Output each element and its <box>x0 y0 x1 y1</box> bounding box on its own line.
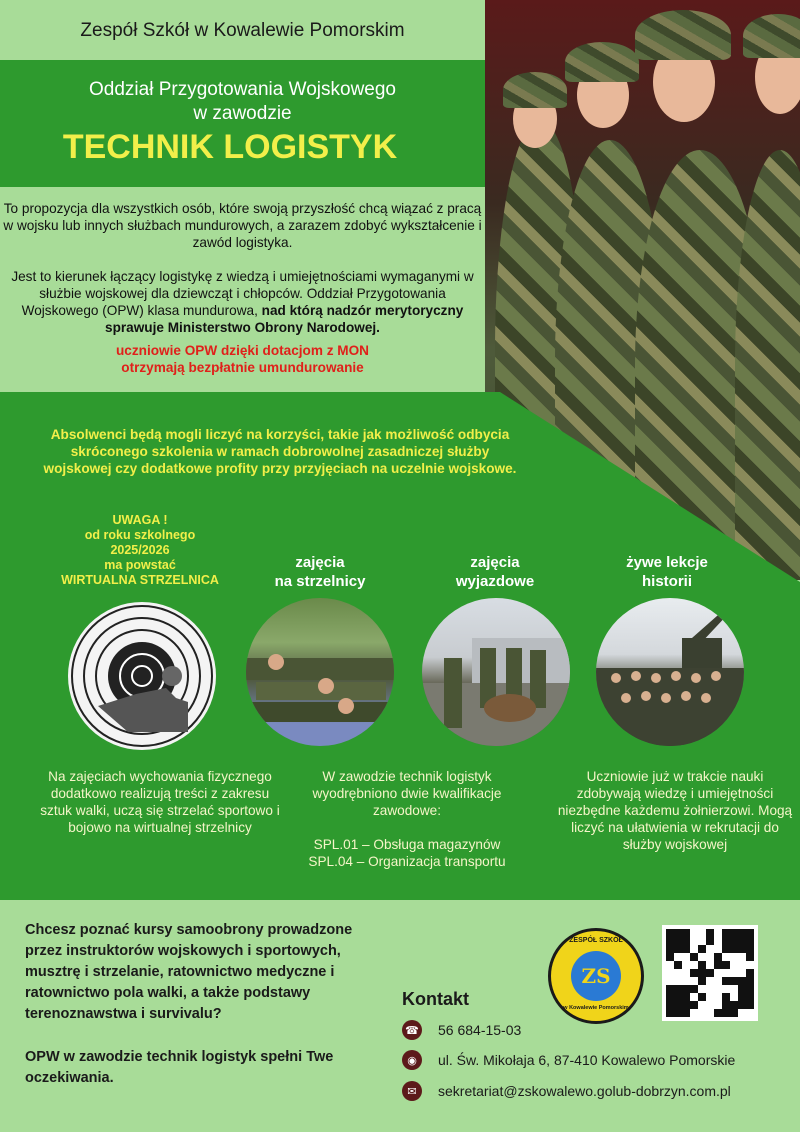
qr-module <box>746 1009 754 1017</box>
qr-module <box>674 953 682 961</box>
qr-module <box>674 937 682 945</box>
qr-module <box>682 937 690 945</box>
qr-module <box>738 945 746 953</box>
qr-module <box>730 977 738 985</box>
qualification-spl01: SPL.01 – Obsługa magazynów <box>313 837 501 852</box>
qr-module <box>674 929 682 937</box>
qr-module <box>738 953 746 961</box>
contact-address: ul. Św. Mikołaja 6, 87-410 Kowalewo Pomorskie <box>438 1052 736 1068</box>
qr-module <box>690 953 698 961</box>
qr-module <box>706 929 714 937</box>
qr-module <box>690 969 698 977</box>
qr-module <box>682 929 690 937</box>
qr-module <box>738 993 746 1001</box>
main-title: TECHNIK LOGISTYK <box>62 128 398 166</box>
qr-module <box>666 1009 674 1017</box>
qr-module <box>690 977 698 985</box>
school-logo <box>548 928 644 1024</box>
qr-module <box>730 937 738 945</box>
qr-module <box>674 1001 682 1009</box>
qr-module <box>722 961 730 969</box>
qr-module <box>674 1009 682 1017</box>
qr-module <box>674 945 682 953</box>
qr-module <box>722 977 730 985</box>
qr-module <box>698 945 706 953</box>
qr-module <box>722 945 730 953</box>
qr-module <box>666 961 674 969</box>
qr-module <box>690 961 698 969</box>
invite-text: Chcesz poznać kursy samoobrony prowadzone przez instruktorów wojskowych i sportowych, musztrę i strzelanie, ratownictwo medyczne i ratownictwo pola walki, a także podstawy terenoznawstwa i survivalu? <box>25 922 353 1022</box>
qr-module <box>666 969 674 977</box>
qr-module <box>706 1009 714 1017</box>
qr-module <box>706 1001 714 1009</box>
qr-module <box>674 993 682 1001</box>
column-title-history <box>592 553 742 591</box>
qr-module <box>706 945 714 953</box>
qualifications-intro: W zawodzie technik logistyk wyodrębniono dwie kwalifikacje zawodowe: <box>312 769 502 818</box>
intro-text <box>0 200 485 376</box>
qr-module <box>674 969 682 977</box>
qr-module <box>722 969 730 977</box>
qr-module <box>706 977 714 985</box>
notice-line-3: 2025/2026 <box>110 543 170 557</box>
qr-module <box>730 985 738 993</box>
skills-description: Uczniowie już w trakcie nauki zdobywają wiedzę i umiejętności niezbędne każdemu żołnierzowi. Mogą liczyć na ułatwienia w rekrutacji do służby wojskowej <box>557 769 793 852</box>
qr-module <box>690 1001 698 1009</box>
qr-module <box>714 961 722 969</box>
intro-paragraph-2 <box>0 268 485 336</box>
qr-module <box>706 937 714 945</box>
qr-module <box>746 993 754 1001</box>
qr-module <box>698 961 706 969</box>
qr-module <box>714 929 722 937</box>
qr-module <box>738 961 746 969</box>
qr-module <box>690 985 698 993</box>
contact-phone-row[interactable] <box>402 1020 521 1040</box>
qr-module <box>746 953 754 961</box>
qr-module <box>698 969 706 977</box>
benefits-text: Absolwenci będą mogli liczyć na korzyści, takie jak możliwość odbycia skróconego szkolenia w ramach dobrowolnej zasadniczej służby wojskowej czy dodatkowe profity przy przyjęciach na uczelnie wojskowe. <box>43 427 517 476</box>
phone-icon: ☎ <box>402 1020 422 1040</box>
qr-module <box>746 937 754 945</box>
qr-module <box>730 1009 738 1017</box>
qr-module <box>714 1009 722 1017</box>
qr-module <box>698 1001 706 1009</box>
qr-module <box>722 929 730 937</box>
qr-module <box>714 945 722 953</box>
logo-top-text: ZESPÓŁ SZKÓŁ <box>569 937 623 944</box>
contact-email-row[interactable] <box>402 1081 731 1101</box>
qr-module <box>674 977 682 985</box>
qr-module <box>746 1001 754 1009</box>
invite-closing: OPW w zawodzie technik logistyk spełni Twe oczekiwania. <box>25 1049 334 1086</box>
qr-module <box>738 977 746 985</box>
qr-module <box>682 993 690 1001</box>
qr-module <box>682 961 690 969</box>
qr-module <box>738 1009 746 1017</box>
notice-line-1: UWAGA ! <box>112 513 168 527</box>
qr-module <box>682 969 690 977</box>
qr-module <box>714 969 722 977</box>
qr-module <box>698 977 706 985</box>
virtual-range-image <box>68 602 216 750</box>
qualification-spl04: SPL.04 – Organizacja transportu <box>308 854 506 869</box>
qr-module <box>722 993 730 1001</box>
qr-module <box>682 985 690 993</box>
column-title-shooting <box>245 553 395 591</box>
qr-module <box>674 961 682 969</box>
qr-code[interactable] <box>662 925 758 1021</box>
qr-module <box>682 1001 690 1009</box>
qr-module <box>682 977 690 985</box>
intro-paragraph-2-bold: nad którą nadzór merytoryczny sprawuje Ministerstwo Obrony Narodowej. <box>105 303 464 335</box>
qr-module <box>682 1009 690 1017</box>
qr-module <box>698 1009 706 1017</box>
qr-module <box>730 945 738 953</box>
qr-module <box>690 945 698 953</box>
column-title-shooting-line2: na strzelnicy <box>274 573 366 590</box>
qr-module <box>730 961 738 969</box>
notice-line-2: od roku szkolnego <box>84 528 196 542</box>
field-trip-image <box>422 598 570 746</box>
qr-module <box>698 929 706 937</box>
qr-module <box>698 985 706 993</box>
column-title-trips-line2: wyjazdowe <box>455 573 535 590</box>
qr-module <box>730 953 738 961</box>
qr-module <box>666 977 674 985</box>
qr-code-pattern <box>666 929 754 1017</box>
qr-module <box>674 985 682 993</box>
qr-module <box>746 961 754 969</box>
email-icon: ✉ <box>402 1081 422 1101</box>
qr-module <box>698 937 706 945</box>
qr-module <box>714 977 722 985</box>
qr-module <box>706 953 714 961</box>
qr-module <box>746 977 754 985</box>
qr-module <box>722 1001 730 1009</box>
notice-virtual-range <box>40 513 240 588</box>
qr-module <box>690 1009 698 1017</box>
qr-module <box>730 929 738 937</box>
qr-module <box>714 985 722 993</box>
qr-module <box>722 985 730 993</box>
qr-module <box>714 993 722 1001</box>
qr-module <box>722 1009 730 1017</box>
qr-module <box>666 1001 674 1009</box>
notice-line-5: WIRTUALNA STRZELNICA <box>61 573 219 587</box>
uniform-line-2: otrzymają bezpłatnie umundurowanie <box>121 360 364 375</box>
qr-module <box>666 937 674 945</box>
qr-module <box>714 953 722 961</box>
qr-module <box>690 937 698 945</box>
qr-module <box>706 969 714 977</box>
qr-module <box>738 1001 746 1009</box>
qr-module <box>722 937 730 945</box>
qr-module <box>738 969 746 977</box>
shooting-range-image <box>246 598 394 746</box>
qr-module <box>730 969 738 977</box>
history-lesson-image <box>596 598 744 746</box>
column-title-history-line2: historii <box>641 573 692 590</box>
qr-module <box>730 993 738 1001</box>
qr-module <box>746 969 754 977</box>
qr-module <box>746 985 754 993</box>
school-name: Zespół Szkół w Kowalewie Pomorskim <box>80 20 405 41</box>
intro-paragraph-2-text: Jest to kierunek łączący logistykę z wiedzą i umiejętnościami wymaganymi w służbie wojskowej dla dziewcząt i chłopców. Oddział Przygotowania Wojskowego (OPW) klasa mundurowa, <box>11 269 474 318</box>
contact-phone[interactable]: 56 684-15-03 <box>438 1022 522 1038</box>
column-title-history-line1: żywe lekcje <box>626 554 708 571</box>
qr-module <box>746 945 754 953</box>
column-title-trips-line1: zajęcia <box>470 554 520 571</box>
qr-module <box>730 1001 738 1009</box>
qr-module <box>666 985 674 993</box>
qr-module <box>690 929 698 937</box>
qr-module <box>706 985 714 993</box>
qr-module <box>666 929 674 937</box>
qr-module <box>666 953 674 961</box>
qr-module <box>714 937 722 945</box>
qr-module <box>706 993 714 1001</box>
qr-module <box>682 945 690 953</box>
qr-module <box>690 993 698 1001</box>
opw-title-line1: Oddział Przygotowania Wojskowego <box>89 79 396 100</box>
uniform-line-1: uczniowie OPW dzięki dotacjom z MON <box>115 343 370 358</box>
column-title-shooting-line1: zajęcia <box>295 554 345 571</box>
qr-module <box>722 953 730 961</box>
qualifications-description <box>282 768 532 870</box>
intro-paragraph-1: To propozycja dla wszystkich osób, które swoją przyszłość chcą wiązać z pracą w wojsku lub innych służbach mundurowych, a zarazem zdobyć wykształcenie i zawód logistyka. <box>3 201 482 250</box>
contact-email[interactable]: sekretariat@zskowalewo.golub-dobrzyn.com.pl <box>438 1083 731 1099</box>
contact-heading: Kontakt <box>402 989 469 1009</box>
qr-module <box>738 929 746 937</box>
qr-module <box>698 993 706 1001</box>
qr-module <box>682 953 690 961</box>
logo-center-text: ZS <box>571 951 621 1001</box>
qr-module <box>698 953 706 961</box>
qr-module <box>666 945 674 953</box>
column-title-trips <box>420 553 570 591</box>
qr-module <box>714 1001 722 1009</box>
qr-module <box>706 961 714 969</box>
notice-line-4: ma powstać <box>104 558 176 572</box>
qr-module <box>666 993 674 1001</box>
opw-title-line2: w zawodzie <box>193 103 292 124</box>
qr-module <box>738 985 746 993</box>
qr-module <box>738 937 746 945</box>
contact-address-row <box>402 1050 735 1070</box>
logo-bottom-text: w Kowalewie Pomorskim <box>563 1005 629 1011</box>
pe-description: Na zajęciach wychowania fizycznego dodatkowo realizują treści z zakresu sztuk walki, uczą się strzelać sportowo i bojowo na wirtualnej strzelnicy <box>40 769 280 835</box>
qr-module <box>746 929 754 937</box>
opw-title <box>0 78 485 126</box>
location-icon: ◉ <box>402 1050 422 1070</box>
